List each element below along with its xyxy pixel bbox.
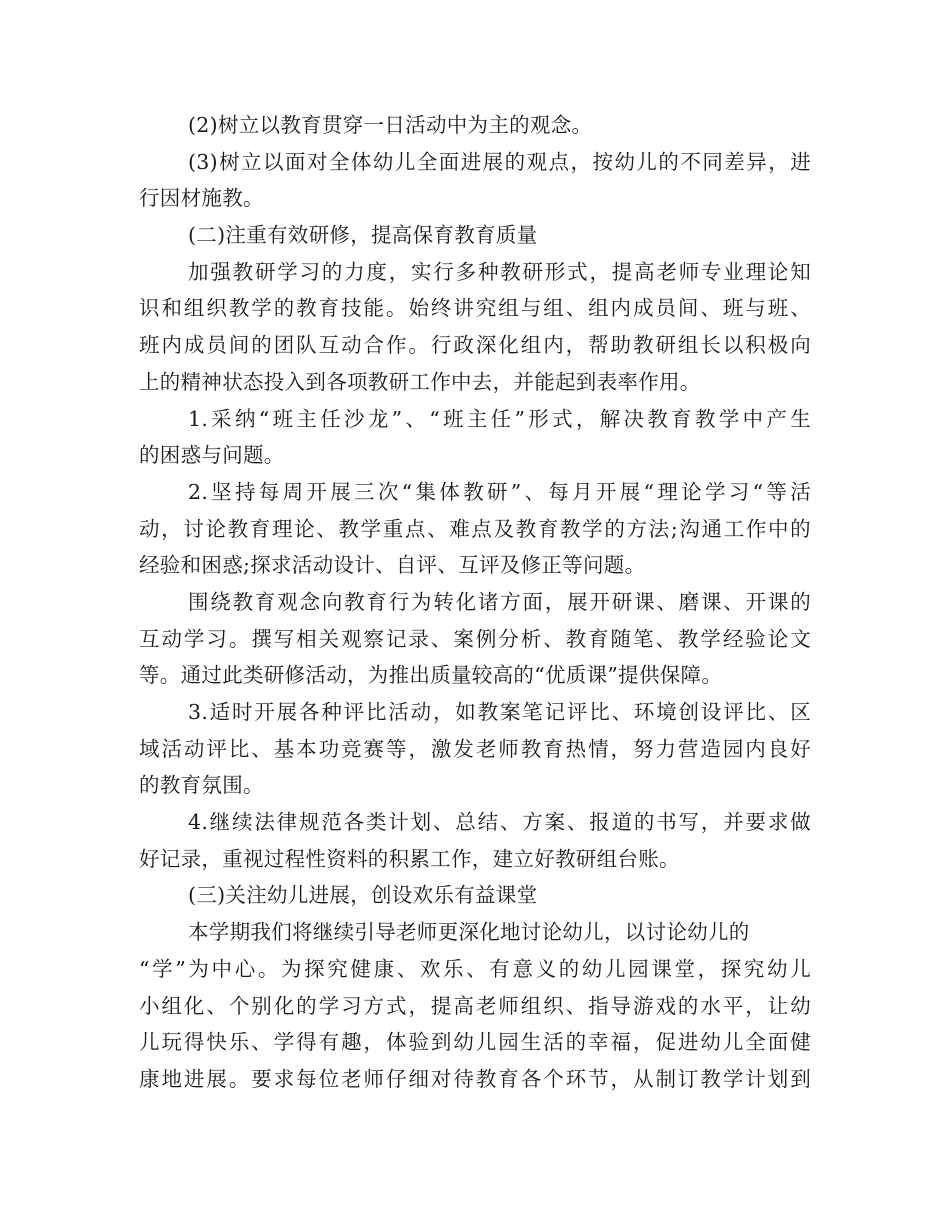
text-line: 儿玩得快乐、学得有趣，体验到幼儿园生活的幸福，促进幼儿全面健 — [139, 1030, 811, 1055]
text-line: 围绕教育观念向教育行为转化诸方面，展开研课、磨课、开课的 — [188, 589, 811, 614]
text-line: 4.继续法律规范各类计划、总结、方案、报道的书写，并要求做 — [188, 810, 811, 835]
text-line: 好记录，重视过程性资料的积累工作，建立好教研组台账。 — [139, 846, 680, 871]
document-body — [139, 107, 811, 1098]
text-line: 经验和困惑;探求活动设计、自评、互评及修正等问题。 — [139, 553, 646, 578]
text-line: 小组化、个别化的学习方式，提高老师组织、指导游戏的水平，让幼 — [139, 993, 811, 1018]
text-line: 的教育氛围。 — [139, 773, 264, 798]
text-line: 上的精神状态投入到各项教研工作中去，并能起到表率作用。 — [139, 369, 701, 394]
text-line: 等。通过此类研修活动，为推出质量较高的“优质课”提供保障。 — [139, 663, 723, 688]
text-line: 2.坚持每周开展三次“集体教研”、每月开展“理论学习“等活 — [188, 479, 811, 504]
text-line: 3.适时开展各种评比活动，如教案笔记评比、环境创设评比、区 — [188, 700, 811, 724]
text-line: “学”为中心。为探究健康、欢乐、有意义的幼儿园课堂，探究幼儿 — [139, 956, 811, 981]
text-line: 班内成员间的团队互动合作。行政深化组内，帮助教研组长以积极向 — [139, 333, 811, 358]
text-line: (三)关注幼儿进展，创设欢乐有益课堂 — [188, 883, 538, 908]
text-line: 的困惑与问题。 — [139, 443, 285, 468]
text-line: (2)树立以教育贯穿一日活动中为主的观念。 — [188, 113, 593, 137]
text-line: 加强教研学习的力度，实行多种教研形式，提高老师专业理论知 — [188, 259, 811, 284]
text-line: 动，讨论教育理论、教学重点、难点及教育教学的方法;沟通工作中的 — [139, 516, 811, 541]
text-line: (二)注重有效研修，提高保育教育质量 — [188, 223, 538, 248]
text-line: 康地进展。要求每位老师仔细对待教育各个环节，从制订教学计划到 — [139, 1066, 811, 1091]
text-line: 本学期我们将继续引导老师更深化地讨论幼儿，以讨论幼儿的 — [188, 920, 750, 945]
text-line: 行因材施教。 — [139, 186, 264, 211]
text-line: 识和组织教学的教育技能。始终讲究组与组、组内成员间、班与班、 — [139, 296, 811, 321]
text-line: 域活动评比、基本功竞赛等，激发老师教育热情，努力营造园内良好 — [139, 736, 811, 761]
text-line: 1.采纳“班主任沙龙”、“班主任”形式，解决教育教学中产生 — [188, 406, 811, 431]
text-line: 互动学习。撰写相关观察记录、案例分析、教育随笔、教学经验论文 — [139, 626, 811, 651]
text-line: (3)树立以面对全体幼儿全面进展的观点，按幼儿的不同差异，进 — [188, 149, 811, 174]
